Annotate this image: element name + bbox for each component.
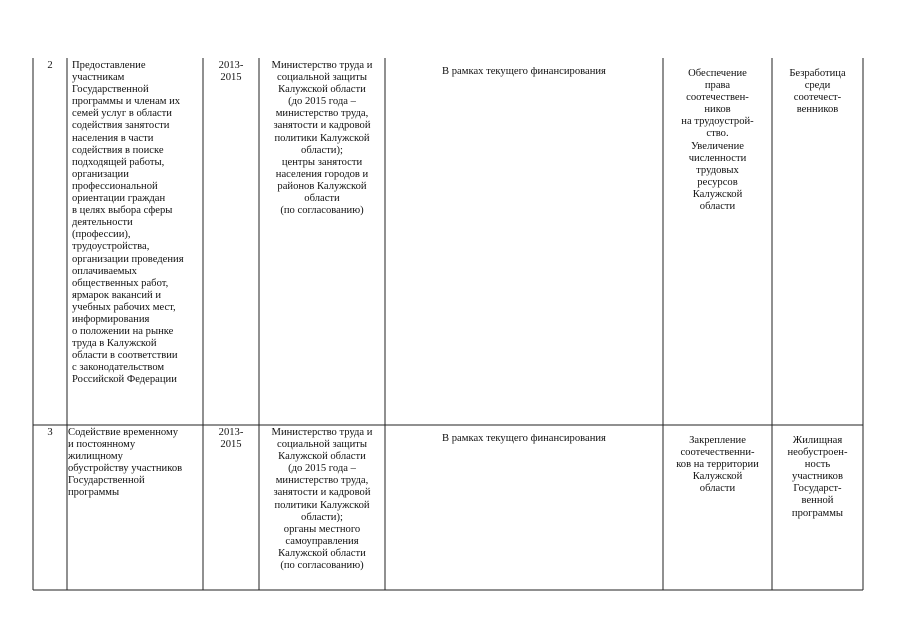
row-2-executors: Министерство труда и социальной защиты Калужской области (до 2015 года – министерство труда, занятости и кадровой политики Калужской области); центры занятости населения городов и районов Калужской области (по согласованию)	[271, 60, 373, 217]
row-3-period: 2013- 2015	[218, 427, 244, 451]
row-2-risk: Безработица среди соотечест- венников	[789, 68, 846, 116]
row-2-financing: В рамках текущего финансирования	[442, 66, 606, 77]
row-3-result: Закрепление соотечественни- ков на территории Калужской области	[676, 435, 759, 495]
row-3-risk: Жилищная необустроен- ность участников Государст- венной программы	[787, 435, 848, 519]
row-2-result: Обеспечение права соотечествен- ников на трудоустрой- ство. Увеличение численности трудовых ресурсов Калужской области	[681, 68, 754, 213]
row-3-measure: Содействие временному и постоянному жилищному обустройству участников Государственной программы	[68, 427, 183, 499]
row-2-period: 2013- 2015	[218, 60, 244, 84]
row-3-financing: В рамках текущего финансирования	[442, 433, 606, 444]
row-2-number: 2	[47, 60, 53, 71]
row-2-measure: Предоставление участникам Государственной программы и членам их семей услуг в области содействия занятости населения в части содействия в поиске подходящей работы, организации профессиональной ориентации граждан в целях выбора сферы деятельности (профессии), трудоустройства, организации проведения оплачиваемых общественных работ, ярмарок вакансий и учебных рабочих мест, информирования о положении на рынке труда в Калужской области в соответствии с законодательством Российской Федерации	[72, 60, 184, 386]
row-3-number: 3	[47, 427, 53, 438]
row-3-executors: Министерство труда и социальной защиты Калужской области (до 2015 года – министерство труда, занятости и кадровой политики Калужской области); органы местного самоуправления Калужской области (по согласованию)	[271, 427, 373, 572]
